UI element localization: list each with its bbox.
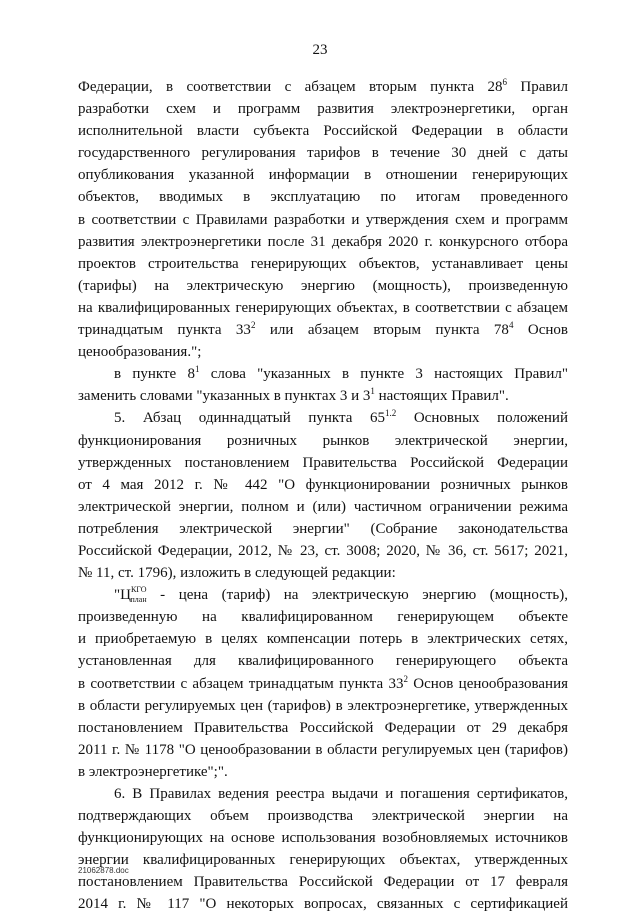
text-line: в электроэнергетике";". [78, 763, 228, 780]
text-line: Российской Федерации, 2012, № 23, ст. 3008; 2020, № 36, ст. 5617; 2021, [78, 542, 568, 559]
text-line: "$Ц^{КГО}_{план}$ - цена (тариф) на электрическую энергию (мощность), [78, 584, 568, 606]
paragraph-4 [78, 584, 568, 783]
paragraph-3 [78, 407, 568, 584]
text-line: потребления электрической энергии" (Собрание законодательства [78, 520, 568, 537]
paragraph-5 [78, 783, 568, 916]
text-line: развития электроэнергетики после 31 декабря 2020 г. конкурсного отбора [78, 233, 568, 250]
tariff-symbol: $Ц^{КГО}_{план}$ [120, 585, 147, 605]
text-line: 5. Абзац одиннадцатый пункта $65^{1.2}$ Основных положений [114, 408, 568, 427]
text-line: в соответствии с абзацем тринадцатым пункта $33^2$ Основ ценообразования [78, 673, 569, 692]
text-line: Федерации, в соответствии с абзацем вторым пункта $28^6$ Правил [78, 77, 568, 95]
text-line: 6. В Правилах ведения реестра выдачи и погашения сертификатов, [114, 786, 568, 802]
document-body [78, 76, 568, 916]
text-line: утвержденных постановлением Правительства Российской Федерации [78, 454, 568, 471]
text-line: ценообразования."; [78, 344, 202, 361]
text-line: разработки схем и программ развития электроэнергетики, орган [78, 101, 568, 118]
text-line: заменить словами "указанных в пунктах 3 и $3^1$ настоящих Правил". [78, 386, 509, 405]
text-line: в пункте $8^1$ слова "указанных в пункте 3 настоящих Правил" [114, 364, 568, 383]
text-line: объектов, вводимых в эксплуатацию по итогам проведенного [78, 189, 568, 206]
text-line: проектов строительства генерирующих объектов, устанавливает цены [78, 255, 568, 272]
text-line: тринадцатым пункта $33^2$ или абзацем вторым пункта $78^4$ Основ [78, 320, 568, 339]
text-line: государственного регулирования тарифов в течение 30 дней с даты [78, 145, 568, 162]
page-number: 23 [312, 42, 328, 58]
text-line: опубликования указанной информации в отношении генерирующих [78, 167, 568, 184]
text-line: от 4 мая 2012 г. № 442 "О функционировании розничных рынков [78, 476, 568, 493]
text-line: (тарифы) на электрическую энергию (мощность), произведенную [78, 277, 568, 294]
text-line: в соответствии с Правилами разработки и утверждения схем и программ [78, 211, 568, 228]
text-line: постановлением Правительства Российской Федерации от 17 февраля [78, 874, 568, 891]
text-line: функционирования розничных рынков электрической энергии, [78, 432, 568, 449]
text-line: установленная для квалифицированного генерирующего объекта [78, 653, 568, 670]
text-line: и приобретаемую в целях компенсации потерь в электрических сетях, [78, 631, 568, 648]
text-line: постановлением Правительства Российской Федерации от 29 декабря [78, 719, 568, 736]
document-filename: 21062878.doc [78, 866, 129, 875]
text-line: энергии квалифицированных генерирующих объектах, утвержденных [78, 852, 568, 869]
text-line: функционирующих на основе использования возобновляемых источников [78, 830, 568, 847]
text-line: 2011 г. № 1178 "О ценообразовании в области регулируемых цен (тарифов) [78, 741, 568, 758]
text-line: электрической энергии, полном и (или) частичном ограничении режима [78, 498, 568, 515]
paragraph-2 [78, 363, 568, 407]
text-line: подтверждающих объем производства электрической энергии на [78, 808, 568, 825]
paragraph-1 [78, 76, 568, 363]
text-line: исполнительной власти субъекта Российской Федерации в области [78, 123, 568, 140]
text-line: в области регулируемых цен (тарифов) в электроэнергетике, утвержденных [78, 697, 568, 714]
text-line: № 11, ст. 1796), изложить в следующей редакции: [78, 565, 396, 582]
text-line: на квалифицированных генерирующих объектах, в соответствии с абзацем [78, 299, 568, 316]
text-line: 2014 г. № 117 "О некоторых вопросах, связанных с сертификацией [78, 896, 568, 913]
text-line: произведенную на квалифицированном генерирующем объекте [78, 609, 568, 626]
